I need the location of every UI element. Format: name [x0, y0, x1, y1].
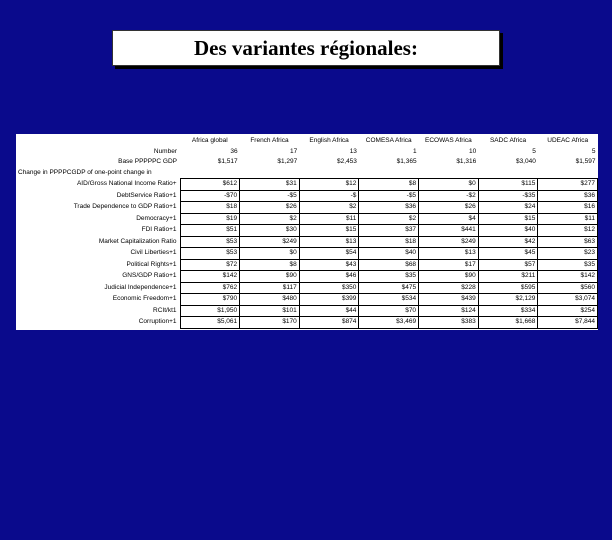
table-cell: $142	[538, 271, 598, 283]
table-cell: $18	[359, 236, 419, 248]
table-cell: $1,950	[180, 305, 240, 317]
table-cell: $2	[240, 213, 300, 225]
table-cell: $124	[419, 305, 479, 317]
data-table	[16, 136, 598, 329]
row-label: Market Capitalization Ratio	[98, 237, 177, 245]
table-cell: $12	[299, 179, 359, 191]
table-cell: $17	[419, 259, 479, 271]
table-cell: -$5	[359, 190, 419, 202]
table-cell: $441	[419, 225, 479, 237]
row-label: FDI Ratio+1	[141, 226, 177, 234]
table-cell: $13	[299, 236, 359, 248]
table-cell: $249	[240, 236, 300, 248]
table-cell: $249	[419, 236, 479, 248]
row-label: Democracy+1	[136, 214, 177, 222]
table-cell: $15	[478, 213, 538, 225]
table-cell: 1	[412, 147, 417, 155]
table-cell: $7,844	[538, 317, 598, 329]
table-cell: $53	[180, 248, 240, 260]
table-cell: $399	[299, 294, 359, 306]
table-row	[16, 282, 598, 294]
table-cell: 17	[290, 147, 298, 155]
table-row	[16, 317, 598, 329]
table-cell: $1,297	[277, 158, 298, 166]
table-cell: -$2	[419, 190, 479, 202]
table-cell: $3,074	[538, 294, 598, 306]
table-cell: $2,129	[478, 294, 538, 306]
table-header-row	[16, 136, 598, 147]
table-cell: $3,469	[359, 317, 419, 329]
table-cell: $2	[359, 213, 419, 225]
table-cell: $1,517	[217, 158, 238, 166]
table-cell: $170	[240, 317, 300, 329]
table-cell: $46	[299, 271, 359, 283]
table-cell: $560	[538, 282, 598, 294]
table-row	[16, 147, 598, 158]
row-label: Corruption+1	[138, 318, 177, 326]
table-cell: $1,316	[456, 158, 477, 166]
column-header: English Africa	[309, 137, 349, 145]
table-cell: $534	[359, 294, 419, 306]
table-cell: $12	[538, 225, 598, 237]
column-header: French Africa	[250, 137, 289, 145]
table-cell: $70	[359, 305, 419, 317]
table-cell: $612	[180, 179, 240, 191]
section-spacer	[180, 168, 598, 179]
table-cell: $26	[419, 202, 479, 214]
table-row	[16, 179, 598, 191]
data-table-sheet	[16, 134, 598, 330]
column-header: COMESA Africa	[365, 137, 412, 145]
table-cell: $254	[538, 305, 598, 317]
table-cell: $68	[359, 259, 419, 271]
table-cell: $18	[180, 202, 240, 214]
table-cell: $11	[299, 213, 359, 225]
slide-title-box	[112, 30, 500, 66]
table-cell: -$35	[478, 190, 538, 202]
table-cell: $8	[240, 259, 300, 271]
column-header: Africa global	[191, 137, 228, 145]
table-row	[16, 236, 598, 248]
table-cell: $42	[478, 236, 538, 248]
table-cell: $0	[240, 248, 300, 260]
table-cell: $5,061	[180, 317, 240, 329]
table-cell: -$5	[240, 190, 300, 202]
table-cell: $277	[538, 179, 598, 191]
table-cell: $439	[419, 294, 479, 306]
table-row	[16, 190, 598, 202]
table-row	[16, 202, 598, 214]
table-cell: $0	[419, 179, 479, 191]
table-row	[16, 168, 598, 179]
table-cell: $72	[180, 259, 240, 271]
column-header: UDEAC Africa	[547, 137, 589, 145]
table-cell: $480	[240, 294, 300, 306]
table-cell: $16	[538, 202, 598, 214]
slide-title: Des variantes régionales:	[194, 35, 418, 60]
table-cell: 10	[468, 147, 477, 155]
table-cell: -$	[299, 190, 359, 202]
table-cell: $24	[478, 202, 538, 214]
column-header: SADC Africa	[489, 137, 527, 145]
table-cell: $45	[478, 248, 538, 260]
table-cell: $117	[240, 282, 300, 294]
table-cell: $40	[359, 248, 419, 260]
table-cell: $142	[180, 271, 240, 283]
table-row	[16, 294, 598, 306]
table-cell: $762	[180, 282, 240, 294]
table-cell: $23	[538, 248, 598, 260]
row-label: Number	[153, 147, 177, 155]
table-cell: $57	[478, 259, 538, 271]
table-cell: $90	[419, 271, 479, 283]
table-cell: $31	[240, 179, 300, 191]
table-cell: 36	[230, 147, 238, 155]
table-cell: $35	[359, 271, 419, 283]
table-cell: $1,668	[478, 317, 538, 329]
table-cell: -$70	[180, 190, 240, 202]
table-cell: $383	[419, 317, 479, 329]
table-cell: $26	[240, 202, 300, 214]
row-label: RCIt/kt1	[153, 306, 177, 314]
table-cell: $115	[478, 179, 538, 191]
table-cell: $228	[419, 282, 479, 294]
table-cell: $15	[299, 225, 359, 237]
table-row	[16, 271, 598, 283]
table-cell: $36	[359, 202, 419, 214]
table-cell: $595	[478, 282, 538, 294]
row-label: Change in PPPPCGDP of one-point change in	[18, 169, 152, 176]
table-cell: $874	[299, 317, 359, 329]
table-cell: $90	[240, 271, 300, 283]
table-cell: $44	[299, 305, 359, 317]
table-cell: $13	[419, 248, 479, 260]
row-label: Economic Freedom+1	[112, 295, 177, 303]
table-cell: $334	[478, 305, 538, 317]
table-cell: $475	[359, 282, 419, 294]
row-label: GNS/GDP Ratio+1	[122, 272, 177, 280]
table-cell: $40	[478, 225, 538, 237]
table-row	[16, 225, 598, 237]
row-label: AID/Gross National Income Ratio+	[76, 180, 177, 188]
table-cell: $63	[538, 236, 598, 248]
table-header-corner	[16, 136, 180, 147]
table-cell: $36	[538, 190, 598, 202]
table-cell: $19	[180, 213, 240, 225]
table-cell: $211	[478, 271, 538, 283]
table-cell: $350	[299, 282, 359, 294]
table-cell: $2	[299, 202, 359, 214]
column-header: ECOWAS Africa	[425, 137, 472, 145]
table-row	[16, 305, 598, 317]
table-row	[16, 213, 598, 225]
table-cell: $1,365	[396, 158, 417, 166]
row-label: Trade Dependence to GDP Ratio+1	[73, 203, 177, 211]
table-cell: $11	[538, 213, 598, 225]
table-cell: $2,453	[337, 158, 357, 166]
table-cell: 5	[532, 147, 536, 155]
table-cell: $1,597	[575, 158, 596, 166]
table-cell: $3,040	[515, 158, 536, 166]
table-cell: $37	[359, 225, 419, 237]
table-cell: $54	[299, 248, 359, 260]
table-row	[16, 259, 598, 271]
table-cell: $35	[538, 259, 598, 271]
table-cell: $4	[419, 213, 479, 225]
table-cell: $51	[180, 225, 240, 237]
table-cell: 13	[349, 147, 357, 155]
row-label: Base PPPPPC GDP	[118, 158, 177, 166]
row-label: Political Rights+1	[126, 260, 177, 268]
row-label: DebtService Ratio+1	[116, 191, 177, 199]
table-cell: $43	[299, 259, 359, 271]
row-label: Judicial Independence+1	[104, 283, 177, 291]
table-row	[16, 248, 598, 260]
table-cell: $790	[180, 294, 240, 306]
table-cell: $30	[240, 225, 300, 237]
table-cell: $101	[240, 305, 300, 317]
table-cell: $8	[359, 179, 419, 191]
row-label: Civil Liberties+1	[130, 249, 177, 257]
table-cell: $53	[180, 236, 240, 248]
table-cell: 5	[591, 147, 596, 155]
table-row	[16, 157, 598, 168]
